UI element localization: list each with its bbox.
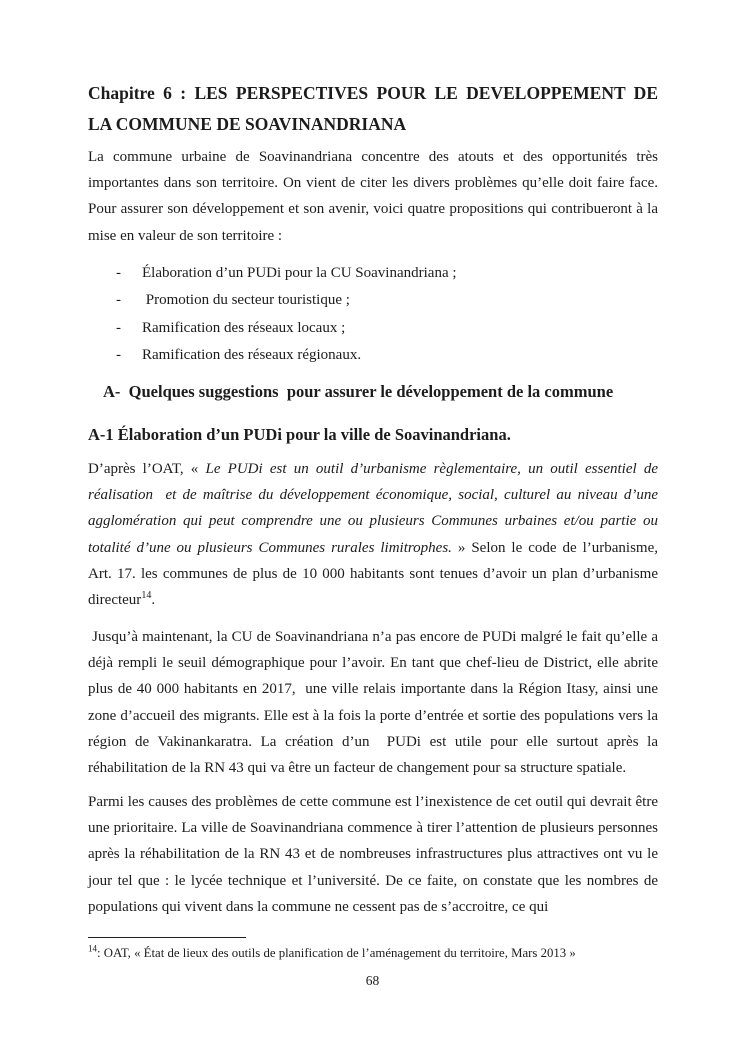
problems-paragraph: Parmi les causes des problèmes de cette commune est l’inexistence de cet outil qui devrait être une prioritaire. La ville de Soavinandriana commence à tirer l’attention de plusieurs personnes après la réhabilitation de la RN 43 et de nombreuses infrastructures plus attractives ont vu le jour tel que : le lycée technique et l’université. De ce faite, on constate que les nombres de populations qui vivent dans la commune ne cessent pas de s’accroitre, ce qui [88, 794, 658, 915]
chapter-title-line1: Chapitre 6 : LES PERSPECTIVES POUR LE DEVELOPPEMENT DE [88, 83, 658, 103]
section-a1-heading: A-1 Élaboration d’un PUDi pour la ville de Soavinandriana. [88, 425, 511, 444]
footnote-separator [88, 937, 246, 938]
dash-marker: - [116, 347, 121, 364]
quote-following-text: » Selon le code de l’urbanisme, Art. 17. les communes de plus de 10 000 habitants sont tenues d’avoir un plan d’urbanisme directeur [88, 539, 658, 609]
footnote-number: 14 [88, 943, 97, 954]
footnote [88, 945, 658, 962]
page-number: 68 [365, 973, 380, 988]
pudi-status-paragraph: Jusqu’à maintenant, la CU de Soavinandriana n’a pas encore de PUDi malgré le fait qu’elle a déjà rempli le seuil démographique pour l’avoir. En tant que chef-lieu de District, elle abrite plus de 40 000 habitants en 2017, une ville relais importante dans la Région Itasy, ainsi une zone d’accueil des migrants. Elle est à la fois la porte d’entrée et sortie des populations vers la région de Vakinankaratra. La création d’un PUDi est utile pour elle surtout après la réhabilitation de la RN 43 qui va être un facteur de changement pour sa structure spatiale. [88, 629, 658, 777]
quote-intro-text: D’après l’OAT, « [88, 461, 206, 477]
proposal-item-text: Promotion du secteur touristique ; [142, 292, 350, 309]
proposal-item [88, 342, 658, 369]
dash-marker: - [116, 265, 121, 281]
dash-marker: - [116, 319, 121, 336]
chapter-title-line2: LA COMMUNE DE SOAVINANDRIANA [88, 114, 407, 134]
quote-italic-text: Le PUDi est un outil d’urbanisme règlementaire, un outil essentiel de réalisation et de maîtrise du développement économique, social, culturel au niveau d’une agglomération qui peut comprendre une ou plusieurs Communes urbaines et/ou partie ou totalité d’une ou plusieurs Communes rurales limitrophes. [88, 461, 658, 556]
dash-marker: - [116, 292, 121, 309]
proposal-item [88, 260, 658, 287]
sentence-period: . [151, 592, 156, 609]
proposal-list [88, 260, 658, 370]
proposal-item-text: Ramification des réseaux locaux ; [142, 319, 346, 336]
section-a-heading: A- Quelques suggestions pour assurer le développement de la commune [103, 382, 614, 401]
oat-quote-paragraph [88, 456, 658, 613]
footnote-reference: 14 [141, 590, 152, 602]
proposal-item [88, 315, 658, 342]
proposal-item-text: Élaboration d’un PUDi pour la CU Soavinandriana ; [142, 265, 457, 281]
intro-paragraph: La commune urbaine de Soavinandriana concentre des atouts et des opportunités très importantes dans son territoire. On vient de citer les divers problèmes qu’elle doit faire face. Pour assurer son développement et son avenir, voici quatre propositions qui contribueront à la mise en valeur de son territoire : [88, 149, 658, 244]
proposal-item-text: Ramification des réseaux régionaux. [142, 347, 362, 364]
proposal-item [88, 287, 658, 314]
chapter-title [88, 78, 658, 140]
footnote-text: : OAT, « État de lieux des outils de planification de l’aménagement du territoire, Mars 2013 » [97, 946, 576, 960]
